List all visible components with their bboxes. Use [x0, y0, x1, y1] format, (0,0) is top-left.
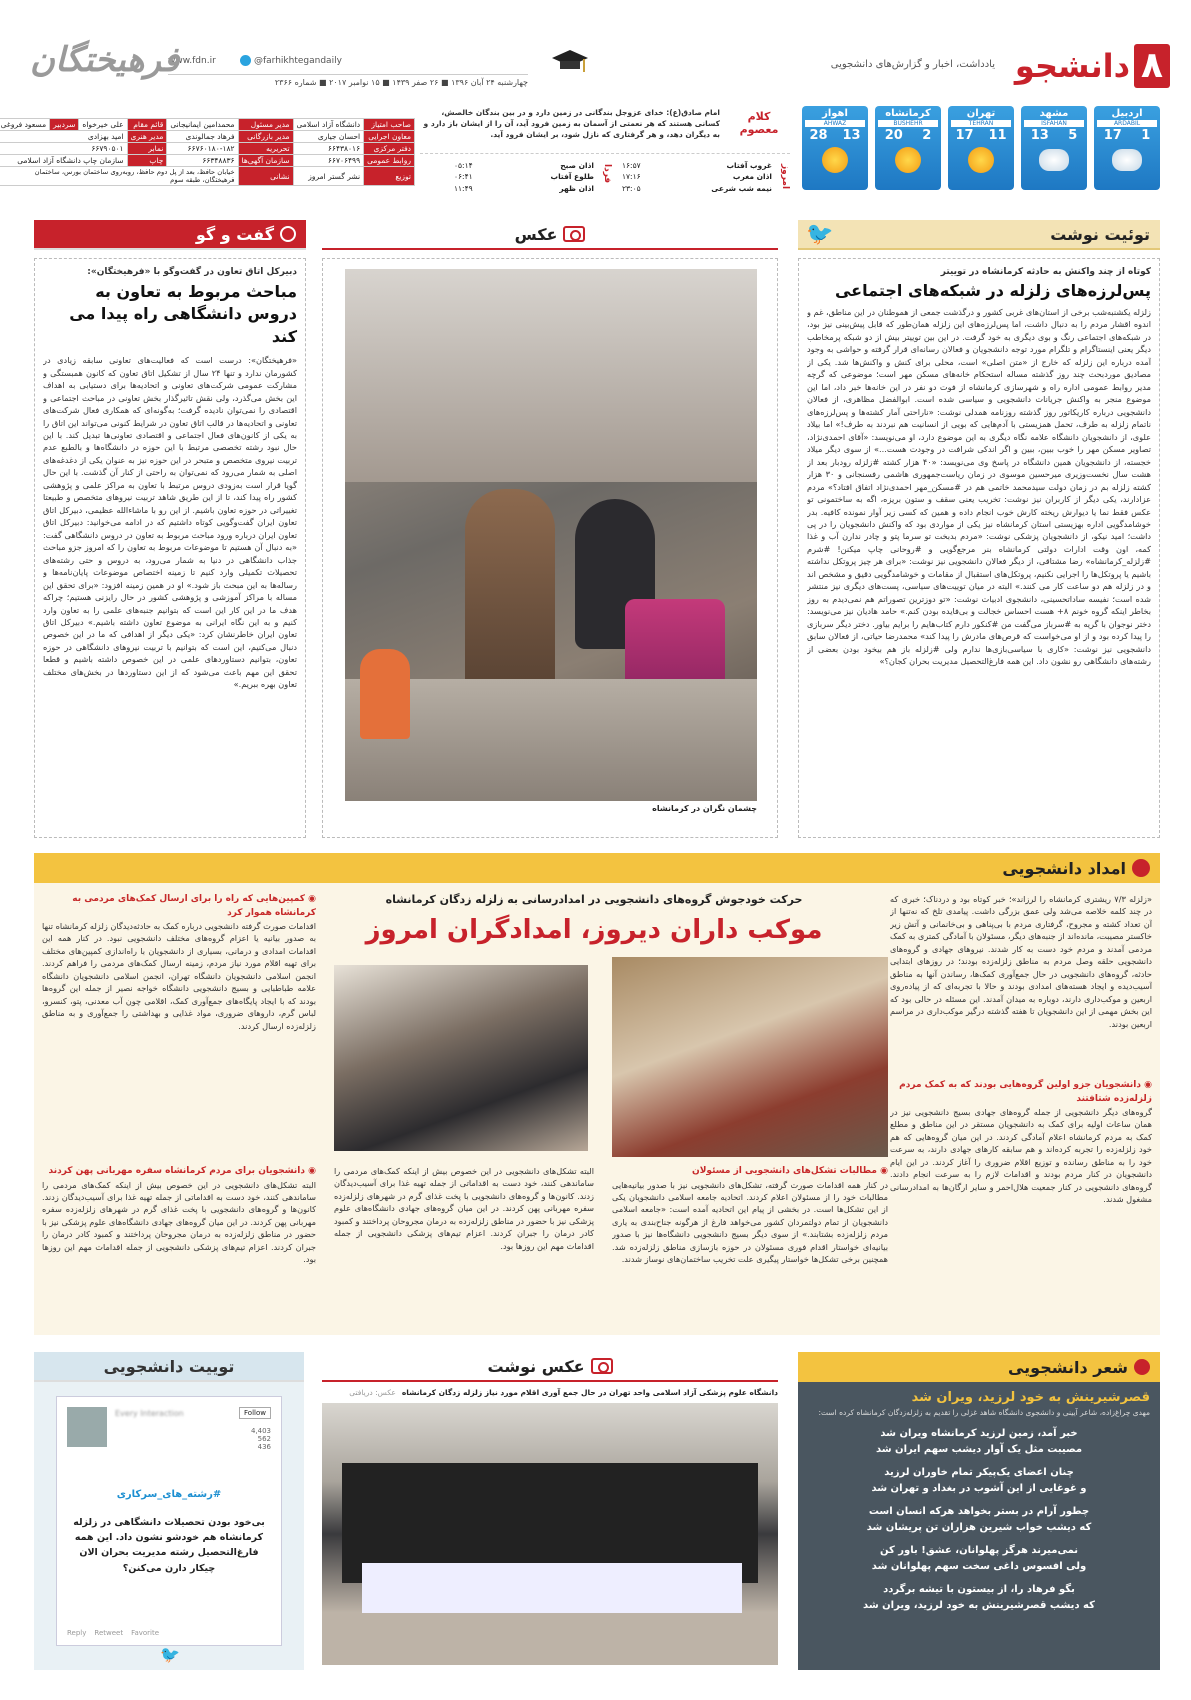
avatar: [67, 1407, 107, 1447]
relief-photo-medical: [334, 965, 588, 1151]
interview-title: مباحث مربوط به تعاون به دروس دانشگاهی راه پیدا می کند: [69, 282, 297, 346]
prayer-times: [420, 160, 790, 196]
prayer-label-today: امروز: [780, 164, 790, 190]
tagline: یادداشت، اخبار و گزارش‌های دانشجویی: [830, 59, 995, 70]
poem-line: مصیبت مثل یک آوار دیشب سهم ایران شد: [875, 1443, 1083, 1455]
favorite-action[interactable]: Favorite: [131, 1629, 160, 1637]
poem-line: که دیشب قصرشیرینش به خود لرزید، ویران شد: [863, 1599, 1095, 1611]
weather-card-ardabil: اردبیل ARDABIL 1 17: [1094, 106, 1160, 190]
poem-title: قصرشیرینش به خود لرزید، ویران شد: [911, 1390, 1150, 1405]
poem-line: ولی افسوس داغی سخت سهم پهلوانان شد: [871, 1560, 1087, 1572]
twitter-bird-icon: 🐦: [806, 221, 834, 247]
sun-icon: [822, 147, 848, 173]
relief-photo-food: [612, 957, 888, 1157]
tweet-kicker: کوتاه از چند واکنش به حادثه کرمانشاه در توییتر: [940, 267, 1151, 277]
date-line: چهارشنبه ۲۴ آبان ۱۳۹۶ ■ ۲۶ صفر ۱۴۳۹ ■ ۱۵ نوامبر ۲۰۱۷ ■ شماره ۲۳۶۶: [168, 74, 528, 87]
relief-sub2-block: ◉ مطالبات تشکل‌های دانشجویی از مسئولان در کنار همه اقدامات صورت گرفته، تشکل‌های دانشجویی نیز با صدور بیانیه‌هایی مطالبات خود را از مسئولان اعلام کردند. اتحادیه جامعه اسلامی دانشجویان یکی از این تشکل‌ها است. در بخشی از پیام این اتحادیه آمده است: «جامعه اسلامی دانشجویان از تمام دولتمردان کشور می‌خواهد فارغ از هرگونه جناح‌بندی به یاری مردم زلزله‌زده بشتابند.» از سوی دیگر بسیج دانشجویی دانشگاه‌ها نیز با صدور بیانیه‌ای خواستار اقدام فوری مسئولان در حوزه بازسازی مناطق زلزله‌زده شد. همچنین برخی تشکل‌ها خواستار پیگیری علت تخریب ساختمان‌های نوساز شدند.: [612, 1165, 888, 1319]
poem-line: چنان اعضای یک‌پیکر تمام خاوران لرزید: [884, 1467, 1074, 1479]
photo-section: [322, 220, 778, 840]
twitter-bird-icon: 🐦: [160, 1645, 180, 1664]
sun-icon: [968, 147, 994, 173]
main-photo: [345, 269, 757, 801]
photo-note-credit: عکس: دریافتی: [349, 1388, 396, 1397]
weather-card-mashhad: مشهد ISFAHAN 5 13: [1021, 106, 1087, 190]
logo-number: ۸: [1134, 44, 1170, 88]
photo-note-section: [322, 1352, 778, 1670]
relief-sub2-cont: البته تشکل‌های دانشجویی در این خصوص بیش از اینکه کمک‌های مردمی را ساماندهی کنند، خود دست به اقداماتی از جمله تهیه غذا برای آسیب‌دیدگان زدند. کانون‌ها و گروه‌های دانشجویی با پخت غذای گرم در شهرهای زلزله‌زده سفره مهربانی پهن کردند. در این میان گروه‌های جهادی دانشگاه‌های علوم پزشکی نیز با حضور در مناطق زلزله‌زده به درمان مجروحان پرداختند و کمبود کادر درمان را جبران کردند. اعزام تیم‌های پزشکی دانشجویی از جمله اقدامات مهم این روزها بود.: [334, 1166, 594, 1251]
prayer-tomorrow-list: اذان صبح ۰۵:۱۴ طلوع آفتاب ۰۶:۴۱ اذان ظهر ۱۱:۴۹: [454, 161, 594, 193]
cloudy-icon: [1112, 149, 1142, 171]
hadith-title: کلام معصوم: [739, 110, 779, 137]
hadith-box: [420, 106, 790, 154]
poem-icon: [1134, 1359, 1150, 1375]
interview-section: [34, 220, 306, 840]
poem-line: بگو فرهاد را، از بیستون با تیشه برگردد: [883, 1584, 1075, 1596]
tweet-section-header: توئیت نوشت 🐦: [798, 220, 1160, 250]
follow-button[interactable]: Follow: [239, 1407, 271, 1419]
photo-section-header: عکس: [322, 220, 778, 250]
photo-note-image: [322, 1403, 778, 1665]
poem-section: [798, 1352, 1160, 1670]
poem-line: و غوغایی از این آشوب در بغداد و تهران شد: [871, 1482, 1087, 1494]
retweet-action[interactable]: Retweet: [94, 1629, 124, 1637]
tweet-text: بی‌خود بودن تحصیلات دانشگاهی در زلزله کرمانشاه هم خودشو نشون داد. این همه فارغ‌التحصیل رشته مدیریت بحران الان چیکار دارن می‌کنن؟: [73, 1517, 265, 1574]
relief-sub4-block: ◉ دانشجویان برای مردم کرمانشاه سفره مهربانی پهن کردند البته تشکل‌های دانشجویی در این خصوص بیش از اینکه کمک‌های مردمی را ساماندهی کنند، خود دست به اقداماتی از جمله تهیه غذا برای آسیب‌دیدگان زدند. کانون‌ها و گروه‌های دانشجویی با پخت غذای گرم در شهرهای زلزله‌زده سفره مهربانی پهن کردند. در این میان گروه‌های جهادی دانشگاه‌های علوم پزشکی نیز با حضور در مناطق زلزله‌زده به درمان مجروحان پرداختند و کمبود کادر درمان را جبران کردند. اعزام تیم‌های پزشکی دانشجویی از جمله اقدامات مهم این روزها بود.: [42, 1165, 316, 1319]
tweet-section: [798, 220, 1160, 840]
poem-line: نمی‌میرند هرگز پهلوانان، عشق! باور کن: [879, 1545, 1079, 1557]
weather-card-kermanshah: کرمانشاه BUSHEHR 2 20: [875, 106, 941, 190]
logo-text: دانشجو: [1014, 47, 1130, 85]
graduation-cap-icon: [550, 46, 590, 82]
paper-logo: فرهیختگان: [30, 40, 180, 80]
tweet-hashtag[interactable]: #رشته_های_سرکاری: [116, 1489, 222, 1500]
photo-caption: چشمان نگران در کرمانشاه: [652, 804, 757, 813]
tweet-title: پس‌لرزه‌های زلزله در شبکه‌های اجتماعی: [834, 281, 1151, 300]
tweet-card: [56, 1396, 282, 1646]
cloudy-icon: [1039, 149, 1069, 171]
weather-card-tehran: تهران TEHRAN 11 17: [948, 106, 1014, 190]
tweet-account: Every Interaction: [115, 1409, 184, 1418]
credits-table: صاحب امتیاز دانشگاه آزاد اسلامی مدیر مسئول محمدامین ایمانیجانی قائم مقام علی خیرخواه سردبیر مسعود فروغی معاون اجرایی احسان جیاری مدیر بازرگانی فرهاد جمالوندی مدیر هنری امید بهزادی دفتر مرکزی ۶۶۴۳۸۰۱۶ تحریریه ۶۶۷۶۰۱۸۰-۱۸۲ نمابر ۶۶۷۹۰۵۰۱ روابط عمومی ۶۶۷۰۶۴۹۹ سازمان آگهی‌ها ۶۶۳۴۸۸۳۶ چاپ سازمان چاپ دانشگاه آزاد اسلامی توزیع نشر گستر امروز نشانی خیابان حافظ، بعد از پل دوم حافظ، روبه‌روی ساختمان بورس، ساختمان فرهیختگان، طبقه سوم: [30, 118, 415, 186]
telegram-icon: [240, 55, 251, 66]
hadith-text: امام صادق(ع): خدای عزوجل بندگانی در زمین دارد و در بین بندگان خالصش، کسانی هستند که هر نعمتی از آسمان به زمین فرود آید، آن را از ایشان باز دارد و به دیگران دهد، و هر گرفتاری که نازل شود، بر ایشان فرود آید.: [423, 108, 720, 139]
tweet-body: زلزله یکشنبه‌شب برخی از استان‌های غربی کشور و درگذشت جمعی از هموطنان در این مناطق، غم و اندوه اقشار مردم را به دنبال داشت، اما پس‌لرزه‌های این زلزله همان‌طور که قابل پیش‌بینی نیز بود، در شبکه‌های اجتماعی رنگ و بوی دیگری به خود گرفت. در این بین توییتر بیش از دو شبکه پرمخاطب دیگر یعنی اینستاگرام و تلگرام مورد توجه دانشجویان و فعالان رسانه‌ای قرار گرفته و حواشی به وجود آمده درباره این زلزله که خارج از «متن اصلی» است، محلی برای کنش و واکنش‌ها شد. یکی از مصادیق موردبحث چند روز گذشته مساله استحکام خانه‌های مسکن مهر است؛ موضوعی که گرچه مدیر روابط عمومی اداره راه و شهرسازی کرمانشاه از فوت دو نفر در این خانه‌ها خبر داد، اما این موضوع منجر به واکنش جریانات دانشجویی و سیاسی شده است. ابوالفضل مظاهری، از فعالان دانشجویی درباره کاریکاتور روز گذشته روزنامه همدلی نوشت: «ناراحتی آمار کشته‌ها و پس‌لرزه‌های ناتمام زلزله به طرف، تحمل همزیستی با آدم‌هایی که بویی از انسانیت هم نبردند به طرف!» اما بیلاد علوی، از دانشجویان دانشگاه علامه نگاه دیگری به این موضوع دارد، او می‌نویسد: «آقای احمدی‌نژاد، تصاویر مسکن مهر را خوب ببین، ببین و اگر اندکی شرافت در وجودت هست...» از سوی دیگر میلاد خجسته، از دانشجویان همین دانشگاه در پاسخ وی می‌نویسد: «۴۰ هزار کشته #زلزله رودبار بعد از هشت سال نخست‌وزیری میرحسین موسوی در زمان ریاست‌جمهوری هاشمی رفسنجانی و ۳۰ هزار کشته زلزله بم در زمان دولت سیدمحمد خاتمی هم در #مسکن_مهر احمدی‌نژاد اتفاق افتاد؟» مردم عزادارند، یکی دیگر از کاربران نیز نوشت: تخریب یعنی سقف و ستون بریزه، اگه به ساختمونی تو عکس فقط نما یا دیوارش ریخته کارش خوب انجام داده و همین که کسی زیر آوار نمونده کافیه. بدر خوشامدگویی اداره بهزیستی استان کرمانشاه نیز یکی از مواردی بود که واکنش دانشجویان را در پی داشت؛ امید نیکو، از دانشجویان پزشکی نوشت: «مردم بدبخت تو سرما پتو و چادر ندارن آب و غذا کمه، اون وقت ادارات دولتی کرمانشاه بنر مرجع‌گویی و #روحانی چاپ میکنن! #شرم #زلزله_کرمانشاه» رضا مشتاقی، از دیگر فعالان دانشجویی نیز نوشت: «برای هر چیز پروتکل نداشته باشیم یا پروتکل‌ها را اجرایی نکنیم، پروتکل‌های استقبال از مقامات و خوشامدگویی دقیق و مشخص اند و در زلزله هم دو ساعت کار می کنند.» البته در میان توییت‌های سیاسی، پست‌های دیگری نیز منتشر شده است؛ نفیسه ساداتحسینی، دانشجوی ادبیات نوشت: «تو دوزترین تصوراتم هم نمی‌دیدم به روز بخاطر اینکه گروه خونم ۸+ هست احساس خجالت و بی‌فایده بودن کنم.» حامد هادیان نیز می‌نویسد: دختر نوجوان با گریه به #سرباز می‌گفت من #کنکور دارم کتاب‌هایم را برایم بیاور. دختر دیگر سربازی را پیدا کرده بود و از او می‌خواست که قرص‌های مادرش را پیدا کند» محمدرضا حیاتی، از فعالان سابق دانشجویی نیز نوشت: «کاری با سیاسی‌بازی‌ها ندارم ولی #زلزله باز هم بیخود بودن بعضی از رشته‌های دانشگاهی رو نشون داد. این همه فارغ‌التحصیل مدیریت بحران کجان؟»: [807, 307, 1151, 667]
weather-card-ahvaz: اهواز AHWAZ 13 28: [802, 106, 868, 190]
section-logo: [1010, 44, 1170, 88]
relief-sub3-block: ◉ کمپین‌هایی که راه را برای ارسال کمک‌های مردمی به کرمانشاه هموار کرد اقدامات صورت گرفته دانشجویی درباره کمک به حادثه‌دیدگان زلزله کرمانشاه تنها به صدور بیانیه یا اعزام گروه‌های مختلف دانشجویی نبود. در کنار همه این اقدامات امدادی و درمانی، بسیاری از دانشجویان با راه‌اندازی کمپین‌های مختلف برای تهیه اقلام مورد نیاز مردم، زمینه ارسال کمک‌های مردمی را فراهم کردند. انجمن اسلامی دانشجویان دانشگاه تهران، انجمن اسلامی دانشجویان دانشگاه علامه طباطبایی و بسیج دانشجویی دانشگاه خواجه نصیر از جمله این گروه‌ها بودند که با ایجاد پایگاه‌های جمع‌آوری کمک، اقلامی چون آب معدنی، پتو، کنسرو، لباس گرم، داروهای ضروری، مواد غذایی و بهداشتی را جمع‌آوری و به مناطق زلزله‌زده ارسال کردند.: [42, 893, 316, 1168]
reply-action[interactable]: Reply: [67, 1629, 87, 1637]
camera-icon: [591, 1358, 613, 1374]
tweet-actions: [67, 1629, 159, 1637]
student-tweet-header: توییت دانشجویی: [34, 1352, 304, 1382]
relief-sub1-block: ◉ دانشجویان جزو اولین گروه‌هایی بودند که به کمک مردم زلزله‌زده شتافتند گروه‌های دیگر دانشجویی از جمله گروه‌های جهادی بسیج دانشجویی نیز در همان ساعات اولیه برای کمک به دانشجویان مستقر در این مناطق و مطلع کمک به مردم کرمانشاه اعلام آمادگی کردند. در این میان گروه‌هایی که هم خود زلزله‌زده را تجربه کرده‌اند و هم سابقه کارهای جهادی دارند، به سرعت خود را به مناطق رسانده و توزیع اقلام ضروری را آغاز کردند. در این ایام دانشجویان در کنار مردم بودند و اقدامات لازم را به سرعت انجام دادند. گروه‌های دانشجویی در کنار جمعیت هلال‌احمر و سایر ارگان‌ها به امدادرسانی مشغول شدند.: [890, 1079, 1152, 1316]
relief-header: امداد دانشجویی: [34, 853, 1160, 883]
poem-header: شعر دانشجویی: [798, 1352, 1160, 1382]
photo-note-caption: دانشگاه علوم پزشکی آزاد اسلامی واحد تهران در حال جمع آوری اقلام مورد نیاز زلزله زدگان کرمانشاه: [401, 1388, 778, 1397]
poem-line: چطور آرام در بستر بخواهد هرکه انسان است: [868, 1506, 1090, 1518]
prayer-label-tomorrow: فردا: [602, 164, 612, 184]
chat-icon: [280, 226, 296, 242]
poem-line: خبر آمد، زمین لرزید کرمانشاه ویران شد: [880, 1428, 1078, 1440]
interview-kicker: دبیرکل اتاق تعاون در گفت‌وگو با «فرهیختگان»:: [87, 267, 297, 277]
relief-section: [34, 853, 1160, 1335]
interview-header: گفت و گو: [34, 220, 306, 250]
relief-title: موکب داران دیروز، امدادگران امروز: [365, 915, 823, 945]
photo-note-header: عکس نوشت: [322, 1352, 778, 1382]
site-url[interactable]: www.fdn.ir: [168, 56, 216, 66]
poem-line: که دیشب خواب شیرین هزاران تن پریشان شد: [866, 1521, 1092, 1533]
social-handle[interactable]: @farhikhtegandaily: [240, 55, 342, 66]
poem-intro: مهدی چراغ‌زاده، شاعر آیینی و دانشجوی دانشگاه شاهد غزلی را تقدیم به زلزله‌زدگان کرمانشاه کرده است:: [818, 1408, 1150, 1417]
camera-icon: [563, 226, 585, 242]
interview-body: «فرهیختگان»: درست است که فعالیت‌های تعاونی سابقه زیادی در کشورمان ندارد و تنها ۲۴ سال از تشکیل اتاق تعاون که کانون همبستگی و مشارکت عمومی شرکت‌های تعاونی و اتحادیه‌ها برای دستیابی به اهداف این بخش می‌گذرد، ولی نقش تاثیرگذار بخش تعاونی در مباحث اجتماعی و اقتصادی را نمی‌توان نادیده گرفت؛ به‌گونه‌ای که همکاری فعال شرکت‌های تعاونی و اتحادیه‌ها در قالب اتاق تعاون در شرایط کنونی می‌تواند این اتاق را به یکی از کانون‌های فعال اجتماعی و اقتصادی تعاونی‌ها تبدیل کند. با این حال نبود رشته تخصصی مرتبط با این حوزه در دانشگاه‌ها و بالطبع عدم تربیت نیروی متخصص و متبحر در این حوزه نیز به عنوان یکی از دغدغه‌های اصلی به شمار می‌رود که نمی‌توان به راحتی از کنار آن گذشت. با این حال گویا قرار است به‌زودی دروس مرتبط با تعاون به مراکز علمی و پژوهشی کشور راه پیدا کند، تا از این طریق شاهد تربیت نیروهای متخصص و طبیعتا تغییراتی در حوزه تعاون باشیم. از این رو با ماشاءالله عظیمی، دبیرکل اتاق تعاون ایران گفت‌وگویی کوتاه داشتیم که در ادامه می‌خوانید: دبیرکل اتاق تعاون ایران درباره ورود مباحث مربوط به تعاون در دروس دانشگاهی گفت: «به دنبال آن هستیم تا موضوعات مربوط به تعاون را که امروز جزو مباحث جذاب دانشگاهی در دنیا به شمار می‌رود، به دروس و حتی رشته‌های تحصیلات تکمیلی وارد کنیم تا زمینه اختصاص موضوعات پایان‌نامه‌ها و رساله‌ها به این مبحث باز شود.» او در همین زمینه افزود: «برای تحقق این مساله با مراکز آموزشی و پژوهشی کشور در حال رایزنی هستیم؛ چراکه هدف ما در این کار این است که بتوانیم جنبه‌های علمی را به تعاون وارد کنیم و به این نگاه ایرانی به موضوع تعاون داشته باشیم.» دبیرکل اتاق تعاون ایران خاطرنشان کرد: «یکی دیگر از اهدافی که ما در این خصوص دنبال می‌کنیم، این است که بتوانیم با تربیت نیروهای دانشگاهی در حوزه تعاون، بتوانیم دستاوردهای علمی در این خصوص داشته باشیم و قطعا تحقق این مهم باعث می‌شود که از این دستاوردها در بخش‌های مختلف تعاون بهره ببریم.»: [43, 355, 297, 690]
tweet-stats: 4,403 562 436: [250, 1427, 271, 1451]
relief-kicker: حرکت خودجوش گروه‌های دانشجویی در امدادرسانی به زلزله زدگان کرمانشاه: [385, 893, 803, 906]
masthead: [30, 38, 1170, 94]
sun-icon: [895, 147, 921, 173]
prayer-today-list: غروب آفتاب ۱۶:۵۷ اذان مغرب ۱۷:۱۶ نیمه شب شرعی ۲۳:۰۵: [622, 161, 772, 193]
relief-col-right: «زلزله ۷/۳ ریشتری کرمانشاه را لرزاند»؛ خبر کوتاه بود و دردناک؛ خبری که در چند کلمه خلاصه می‌شد ولی عمق بزرگی داشت. پیامدی تلخ که نه‌تنها از آن تعداد کشته و مجروح، گرفتاری مردم با بی‌پناهی و بی‌خانمانی و آتش زیر خاکستر مصیبت، مانده‌اند از جنبه‌های دیگر، مسئولان با آمادگی کمتری به کمک مردمی آمدند و مردم خود دست به کار شدند. نیروهای جهادی و گروه‌های دانشجویی حلقه وصل مردم به مناطق زلزله‌زده بودند؛ در روزهای ابتدایی حادثه، گروه‌های دانشجویی در حال جمع‌آوری کمک‌ها، رساندن آنها به مناطق آسیب‌دیده و ایجاد هسته‌های امدادی بودند و حالا با تجربه‌ای که از پیاده‌روی اربعین و موکب‌داری دارند، دوباره به میدان آمدند. این مسئله در حالی بود که این بخش مهمی از این دانشجویان تا هفته گذشته درگیر موکب‌داری در مراسم اربعین بودند.: [890, 894, 1152, 1029]
student-tweet-section: [34, 1352, 304, 1670]
relief-icon: [1132, 859, 1150, 877]
